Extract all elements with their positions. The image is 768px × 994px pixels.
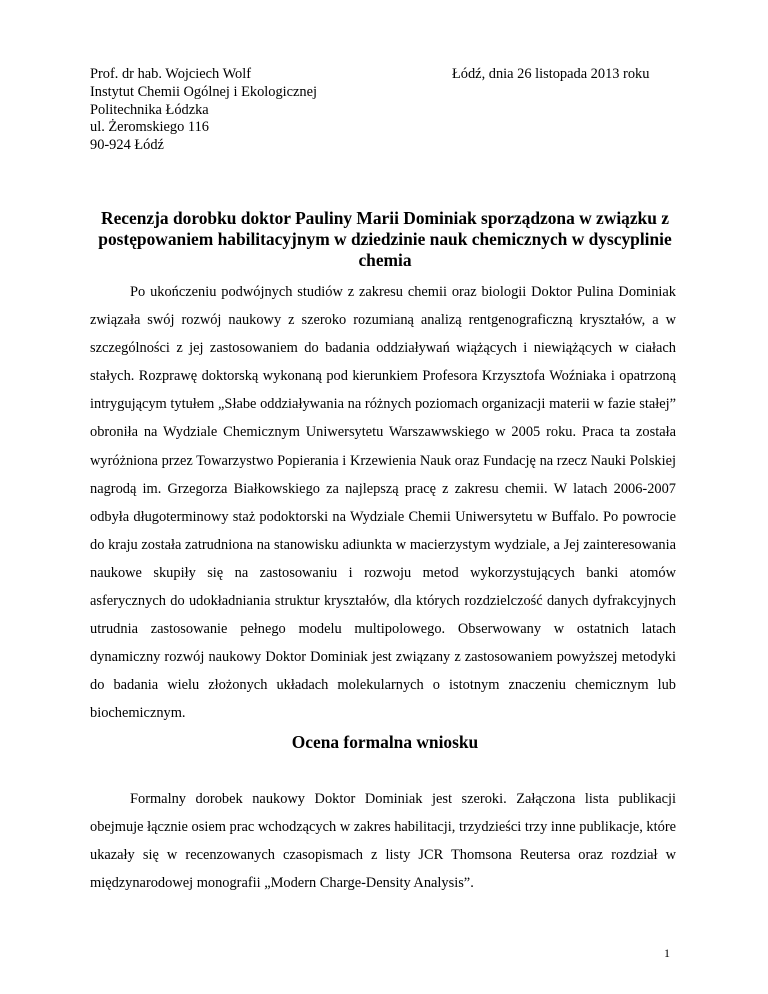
sender-name: Prof. dr hab. Wojciech Wolf — [90, 66, 252, 82]
sender-postal-city: 90-924 Łódź — [90, 137, 164, 154]
sender-street: ul. Żeromskiego 116 — [90, 119, 209, 136]
document-title: Recenzja dorobku doktor Pauliny Marii Dominiak sporządzona w związku z postępowaniem habilitacyjnym w dziedzinie nauk chemicznych w dyscyplinie chemia — [98, 208, 672, 270]
body-paragraph-intro: Po ukończeniu podwójnych studiów z zakresu chemii oraz biologii Doktor Pulina Dominiak związała swój rozwój naukowy z szeroko rozumianą analizą rentgenograficzną kryształów, a w szczególności z jej zastosowaniem do badania oddziaływań wiążących i niewiążących w ciałach stałych. Rozprawę doktorską wykonaną pod kierunkiem Profesora Krzysztofa Woźniaka i opatrzoną intrygującym tytułem „Słabe oddziaływania na różnych poziomach organizacji materii w fazie stałej” obroniła na Wydziale Chemicznym Uniwersytetu Warszawwskiego w 2005 roku. Praca ta została wyróżniona przez Towarzystwo Popierania i Krzewienia Nauk oraz Fundację na rzecz Nauki Polskiej nagrodą im. Grzegorza Białkowskiego za najlepszą pracę z zakresu chemii. W latach 2006-2007 odbyła długoterminowy staż podoktorski na Wydziale Chemii Uniwersytetu w Buffalo. Po powrocie do kraju została zatrudniona na stanowisku adiunkta w macierzystym wydziale, a Jej zainteresowania naukowe skupiły się na zastosowaniu i rozwoju metod wykorzystujących banki atomów asferycznych do udokładniania struktur kryształów, dla których rozdzielczość danych dyfrakcyjnych utrudnia zastosowanie pełnego modelu multipolowego. Obserwowany w ostatnich latach dynamiczny rozwój naukowy Doktor Dominiak jest związany z zastosowaniem powyższej metodyki do badania wielu złożonych układach molekularnych o istotnym znaczeniu chemicznym lub biochemicznym. — [90, 284, 676, 722]
place-and-date: Łódź, dnia 26 listopada 2013 roku — [452, 66, 650, 82]
sender-address-block — [90, 66, 317, 155]
sender-university: Politechnika Łódzka — [90, 101, 209, 118]
section-heading: Ocena formalna wniosku — [291, 732, 479, 752]
body-paragraph-formal: Formalny dorobek naukowy Doktor Dominiak jest szeroki. Załączona lista publikacji obejmuje łącznie osiem prac wchodzących w zakres habilitacji, trzydzieści trzy inne publikacje, które ukazały się w recenzowanych czasopismach z listy JCR Thomsona Reutersa oraz rozdział w międzynarodowej monografii „Modern Charge-Density Analysis”. — [90, 791, 676, 892]
sender-institute: Instytut Chemii Ogólnej i Ekologicznej — [90, 83, 318, 100]
page-number: 1 — [664, 946, 670, 960]
